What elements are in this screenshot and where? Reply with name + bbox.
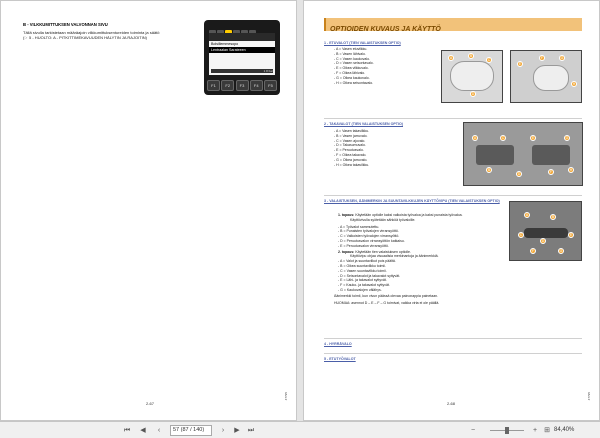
callout-marker: G (560, 56, 564, 60)
section-text (23, 30, 201, 40)
section-divider (324, 353, 582, 354)
headlight-shape (450, 61, 494, 91)
function-keys (207, 80, 277, 91)
list-item: - D = Seisontavalot ja takavalot syttyvät. (338, 273, 401, 278)
screen-status-text: 1 8 bar (263, 69, 273, 73)
callout-marker: C (487, 58, 491, 62)
list-item: - D = Takasumuvalo. (334, 143, 366, 148)
case-line: Käytetään optiolle kaksi valkoista työvaloa ja kaksi punaista työvaloa. (355, 213, 463, 217)
callout-marker: E (518, 62, 522, 66)
list-item: - D = Peruutusvalon virransyöttön katkaisu. (338, 238, 405, 243)
list-item: - F = Kauko- ja takavalot syttyvät. (338, 283, 390, 288)
callout-marker: G (565, 136, 569, 140)
callout-marker: F (531, 249, 535, 253)
list-item: - G = Oikea kaukovalo. (334, 75, 370, 80)
case-line: Käyttövivulla syötetään sähköä työvaloille. (350, 217, 416, 222)
item-list-etuvalot (334, 47, 374, 85)
section-heading-etutyovalot: 5 - ETUTYÖVALOT (324, 357, 356, 361)
callout-marker: A (449, 56, 453, 60)
screen-status-bar (211, 69, 273, 73)
page-title-bar (324, 18, 582, 31)
list-item: - C = Vasen ajovalo. (334, 138, 366, 143)
note-text: HUOMAA: asennot D – E – F – G toimivat, vaikka virta ei ole päällä. (334, 300, 440, 305)
list-item: - A = Työvalot sammutettu. (338, 224, 380, 229)
callout-marker: B (551, 215, 555, 219)
list-item: - F = Oikea takavalo. (334, 152, 367, 157)
callout-marker: C (501, 136, 505, 140)
list-item: - C = Vasen suuntavilkku toimii. (338, 268, 387, 273)
section-heading-hyrravalo: 4 - HYRRÄVALO (324, 342, 352, 346)
text-line: Tällä sivulla tarkistetaan määräajoin vilkkumittuksentureiden toiminta ja säätö (23, 30, 160, 35)
document-code: 47795 (284, 391, 288, 400)
list-item: - E = Oikea vilkkuvalo. (334, 66, 369, 71)
page-title: OPTIOIDEN KUVAUS JA KÄYTTÖ (330, 26, 441, 33)
case-line: Käytetään tien valaistuksen optiolle. (355, 249, 411, 254)
screen-menu-item-selected: Lentraalan Sarateeen (209, 47, 275, 53)
screen-header (209, 33, 275, 41)
callout-marker: A (525, 213, 529, 217)
callout-marker: A (473, 136, 477, 140)
page-number: 2-67 (146, 401, 155, 406)
callout-marker: H (569, 168, 573, 172)
case-line: Käyttövipu ohjaa visuaalisia merkinantoja ja äänimerkkiä. (350, 254, 439, 259)
list-item: - E = Lähi- ja takavalot syttyvät. (338, 278, 387, 283)
case-label: 2. tapaus: (338, 249, 355, 254)
list-item: - B = Vasen lähivalo. (334, 51, 366, 56)
section-heading-takavalot: 2 - TAKAVALOT (TIEN VALAISTUKSEN OPTIO) (324, 122, 403, 126)
callout-marker: B (469, 54, 473, 58)
list-item: - C = Vasen kaukovalo. (334, 56, 371, 61)
page-number: 2-68 (447, 401, 456, 406)
callout-marker: H (572, 82, 576, 86)
list-item: - A = Valot ja suuntavilkut pois päältä. (338, 259, 396, 264)
callout-marker: E (531, 136, 535, 140)
callout-marker: D (517, 172, 521, 176)
pdf-page-right (303, 0, 600, 421)
section-heading-kayttovipu: 3 - VALAISTUKSEN, ÄÄNIMERKIN JA SUUNTAVILKKUJEN KÄYTTÖVIPU (TIEN VALAISTUKSEN OPTIO) (324, 199, 500, 203)
list-item: - H = Oikea takavilkku. (334, 162, 370, 167)
function-key-f2: F2 (221, 80, 234, 91)
prev-page-icon[interactable]: ‹ (157, 427, 161, 434)
list-item: - B = Vasen jarruvalo. (334, 133, 368, 138)
callout-marker: D (471, 92, 475, 96)
section-heading-etuvalot: 1 - ETUVALOT (TIEN VALAISTUKSEN OPTIO) (324, 41, 401, 45)
display-unit-image (204, 20, 280, 95)
text-line: (☞ 5 - HUOLTO: A - PITKITTIMEKAVUUDEN HÄLYTIN JA RAJOITIN) (23, 35, 147, 40)
page-number-input[interactable]: 57 (87 / 140) (170, 425, 212, 436)
zoom-slider-handle[interactable] (505, 427, 509, 434)
section-heading: B - VILKKUMITTUKSEN VALVONNAN SIVU (23, 22, 108, 27)
function-key-f1: F1 (207, 80, 220, 91)
front-light-right-photo (510, 50, 582, 103)
section-divider (324, 118, 582, 119)
fit-page-icon[interactable]: ⊞ (544, 427, 550, 434)
callout-marker: G (559, 249, 563, 253)
lever-shape (524, 228, 568, 238)
function-key-f4: F4 (250, 80, 263, 91)
device-screen (209, 33, 275, 75)
screen-menu-item: Bolsillemmesopo (211, 42, 239, 46)
list-item: - B = Punaisten työvalojen virransyöttö. (338, 229, 399, 234)
list-item: - A = Vasen etuvilkku. (334, 47, 368, 51)
rear-lights-photo (463, 122, 583, 186)
lever-photo (509, 201, 582, 261)
pdf-page-left (0, 0, 297, 421)
rear-light-cluster (532, 145, 570, 165)
section-divider (324, 195, 582, 196)
document-code: 47795 (587, 391, 591, 400)
zoom-in-button[interactable]: + (532, 427, 538, 434)
list-item: - E = Peruutusvalon virransyöttö. (338, 243, 389, 248)
section-body-kayttovipu (334, 213, 514, 305)
zoom-level[interactable]: 84,40% (554, 427, 575, 433)
item-list-takavalot (334, 129, 369, 167)
list-item: - A = Vasen takavilkku. (334, 129, 370, 133)
list-item: - G = Oikea jarruvalo. (334, 157, 368, 162)
list-item: - B = Oikea suuntavilkku toimii. (338, 263, 386, 268)
note-text: Äänimerkki toimii, kun vivun päässä olevaa painonappia painetaan. (334, 293, 439, 298)
zoom-out-button[interactable]: − (470, 427, 476, 434)
callout-marker: F (549, 170, 553, 174)
callout-marker: F (540, 56, 544, 60)
callout-marker: C (519, 233, 523, 237)
list-item: - F = Oikea lähivalo. (334, 70, 366, 75)
first-page-button[interactable]: ⏮ (123, 427, 131, 434)
list-item: - E = Peruutusvalo. (334, 148, 364, 153)
callout-marker: D (541, 239, 545, 243)
list-item: - D = Vasen seisontavalo. (334, 61, 374, 66)
case-label: 1. tapaus: (338, 213, 355, 217)
function-key-f5: F5 (264, 80, 277, 91)
list-item: - H = Oikea seisontavalo. (334, 80, 374, 85)
function-key-f3: F3 (236, 80, 249, 91)
next-page-icon[interactable]: ▶ (234, 427, 240, 434)
prev-page-button[interactable]: ◀ (140, 427, 146, 434)
front-light-left-photo (441, 50, 503, 103)
headlight-shape (533, 65, 569, 91)
last-page-button[interactable]: ⏭ (247, 427, 255, 434)
callout-marker: E (569, 233, 573, 237)
device-icon-bar (209, 23, 275, 31)
section-divider (324, 338, 582, 339)
viewer-toolbar (0, 421, 600, 438)
list-item: - C = Valkoisten työvalojen virransyöttö. (338, 234, 400, 239)
callout-marker: B (487, 168, 491, 172)
rear-light-cluster (476, 145, 514, 165)
next-page-button[interactable]: › (221, 427, 225, 434)
list-item: - G = Kaukovalojen välähys. (338, 287, 382, 292)
